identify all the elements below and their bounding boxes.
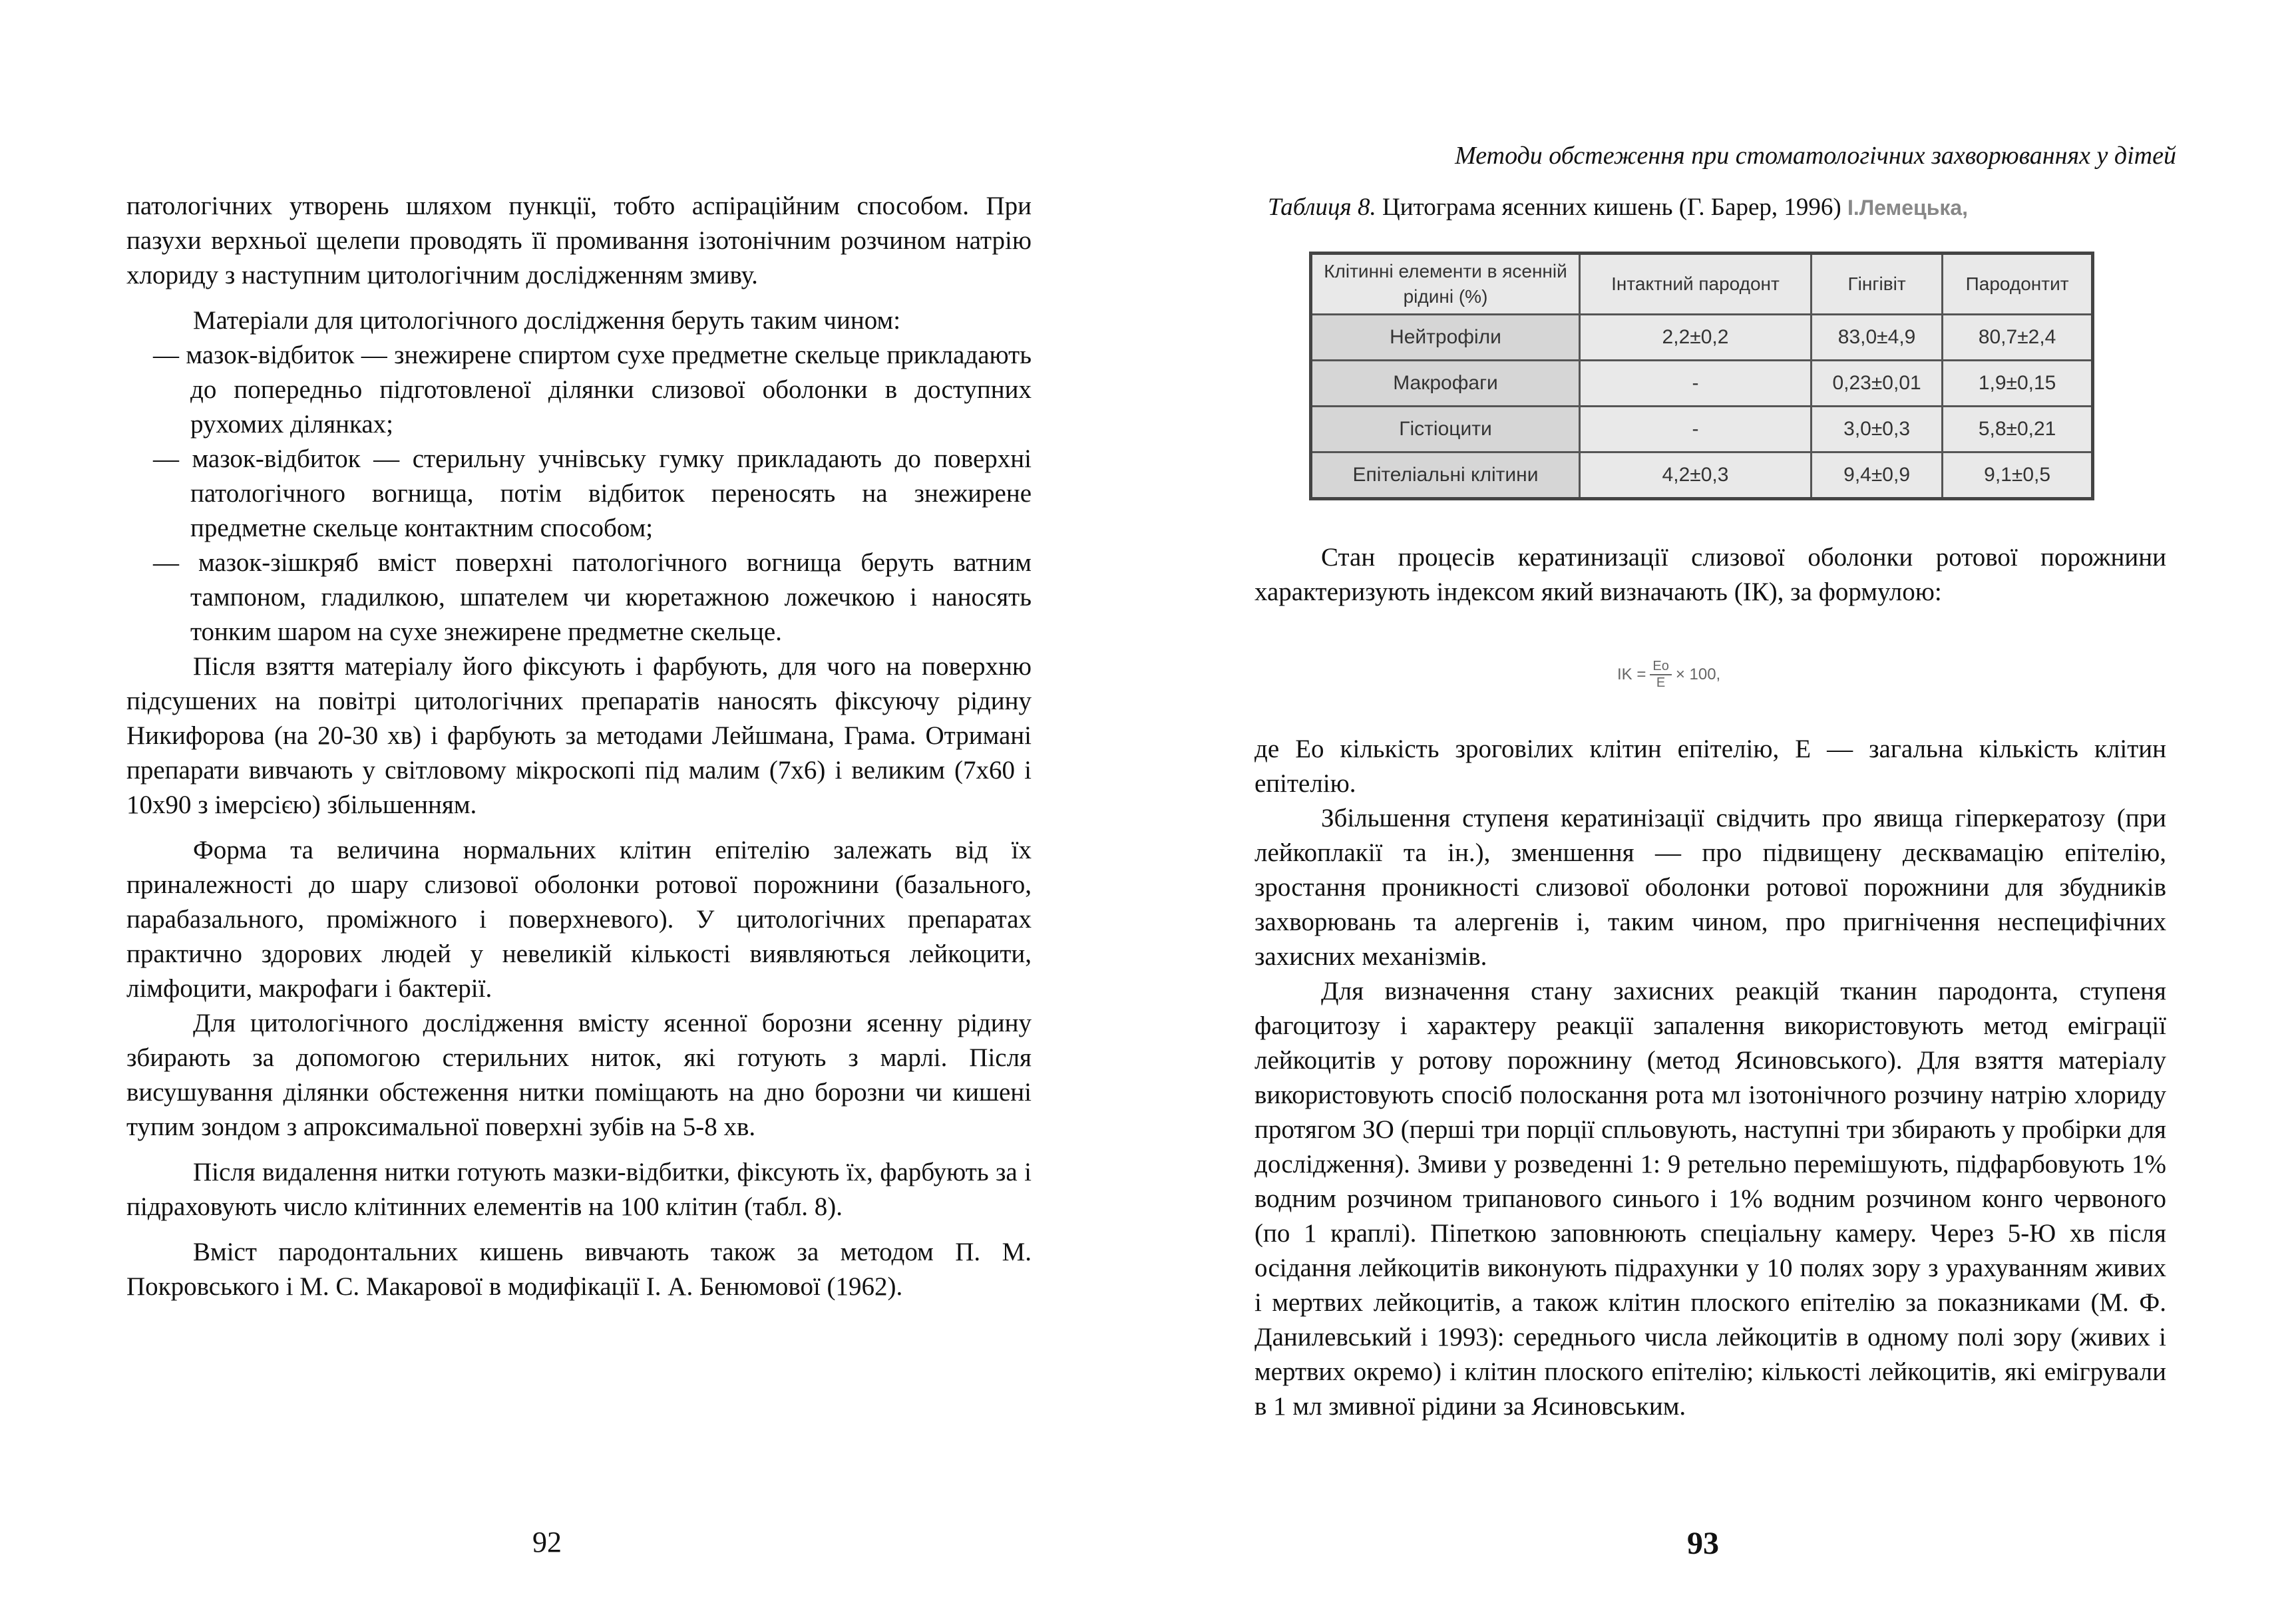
paragraph: Після видалення нитки готують мазки-відбитки, фіксують їх, фарбують за і підраховують число клітинних елементів на 100 клітин (табл. 8). [126,1158,1032,1221]
table-cell: Нейтрофіли [1311,315,1580,361]
right-page [1148,0,2296,1597]
paragraph: де Ео кількість зроговілих клітин епітелію, Е — загальна кількість клітин епітелію. [1254,735,2166,798]
table-cell: Гістіоцити [1311,407,1580,452]
table-cell: 2,2±0,2 [1580,315,1812,361]
table-cell: - [1580,407,1812,452]
formula-numerator: Eo [1650,659,1671,675]
table-cell: Макрофаги [1311,361,1580,407]
table-row [1311,407,2093,452]
page-number: 92 [532,1526,562,1558]
table-cell: 9,4±0,9 [1811,452,1942,499]
table-cell: 83,0±4,9 [1811,315,1942,361]
table-cell: 3,0±0,3 [1811,407,1942,452]
table-cell: 0,23±0,01 [1811,361,1942,407]
paragraph: Стан процесів кератинизації слизової оболонки ротової порожнини характеризують індексом який визначають (ІК), за формулою: [1254,543,2166,606]
table-header-cell: Гінгівіт [1811,254,1942,315]
formula-fraction [1650,659,1671,691]
running-header: Методи обстеження при стоматологічних захворюваннях у дітей [1455,142,2176,170]
ik-formula [1617,659,1720,691]
table-header-cell: Інтактний пародонт [1580,254,1812,315]
paragraph: Вміст пародонтальних кишень вивчають також за методом П. М. Покровського і М. С. Макарової в модифікації І. А. Бенюмової (1962). [126,1238,1032,1301]
table-cell: 4,2±0,3 [1580,452,1812,499]
paragraph: Після взяття матеріалу його фіксують і фарбують, для чого на поверхню підсушених на повітрі цитологічних препаратів наносять фіксуючу рідину Никифорова (на 20-30 хв) і фарбують за методами Лейшмана, Грама. Отримані препарати вивчають у світловому мікроскопі під малим (7х6) і великим (7х60 і 10х90 з імерсією) збільшенням. [126,652,1032,819]
formula-lhs: IK = [1617,665,1646,683]
right-text-column [1254,732,2166,1424]
paragraph: патологічних утворень шляхом пункції, тобто аспіраційним способом. При пазухи верхньої щелепи проводять її промивання ізотонічним розчином натрію хлориду з наступним цитологічним дослідженням змиву. [126,192,1032,289]
left-text-column [126,189,1032,1304]
cytogram-table [1309,252,2094,500]
table-caption [1268,193,1968,222]
formula-rhs: × 100, [1675,665,1721,683]
list-item: — мазок-відбиток — стерильну учнівську гумку прикладають до поверхні патологічного вогнища, потім відбиток переносять на знежирене предметне скельце контактним способом; [153,444,1032,542]
table-cell: 9,1±0,5 [1943,452,2093,499]
table-caption-label: Таблиця 8. [1268,194,1376,221]
paragraph: Для визначення стану захисних реакцій тканин пародонта, ступеня фагоцитозу і характеру реакції запалення використовують метод еміграції лейкоцитів у ротову порожнину (метод Ясиновського). Для взяття матеріалу використовують спосіб полоскання рота мл ізотонічного розчину натрію хлориду протягом ЗО (перші три порції спльовують, наступні три збирають у пробірки для дослідження). Змиви у розведенні 1: 9 ретельно перемішують, підфарбовують 1% водним розчином трипанового синього і 1% водним розчином конго червоного (по 1 краплі). Піпеткою заповнюють спеціальну камеру. Через 5-Ю хв після осідання лейкоцитів виконують підрахунки у 10 полях зору з урахуванням живих і мертвих лейкоцитів, а також клітин плоского епітелію за показниками (М. Ф. Данилевський і 1993): середнього числа лейкоцитів в одному полі зору (живих і мертвих окремо) і клітин плоского епітелію; кількості лейкоцитів, які емігрували в 1 мл змивної рідини за Ясиновським. [1254,977,2166,1421]
table-row [1311,452,2093,499]
table-cell: 1,9±0,15 [1943,361,2093,407]
table-cell: 5,8±0,21 [1943,407,2093,452]
paragraph: Збільшення ступеня кератинізації свідчить про явища гіперкератозу (при лейкоплакії та ін.), зменшення — про підвищену десквамацію епітелію, зростання проникності слизової оболонки ротової порожнини для збудників захворювань та алергенів і, таким чином, про пригнічення неспецифічних захисних механізмів. [1254,804,2166,971]
paragraph: Форма та величина нормальних клітин епітелію залежать від їх приналежності до шару слизової оболонки ротової порожнини (базального, парабазального, проміжного і поверхневого). У цитологічних препаратах практично здорових людей у невеликій кількості виявляються лейкоцити, лімфоцити, макрофаги і бактерії. [126,836,1032,1003]
formula-denominator: E [1656,675,1666,690]
table-row [1311,361,2093,407]
table-row [1311,315,2093,361]
list-item: — мазок-зішкряб вміст поверхні патологічного вогнища беруть ватним тампоном, гладилкою, шпателем чи кюретажною ложечкою і наносять тонким шаром на сухе знежирене предметне скельце. [153,548,1032,646]
paragraph: Для цитологічного дослідження вмісту ясенної борозни ясенну рідину збирають за допомогою стерильних ниток, які готують з марлі. Після висушування ділянки обстеження нитки поміщають на дно борозни чи кишені тупим зондом з апроксимальної поверхні зубів на 5-8 хв. [126,1009,1032,1141]
table-cell: 80,7±2,4 [1943,315,2093,361]
table-caption-text: Цитограма ясенних кишень (Г. Барер, 1996) [1382,194,1841,221]
page-number: 93 [1687,1526,1719,1561]
list-item: — мазок-відбиток — знежирене спиртом сухе предметне скельце прикладають до попередньо підготовленої ділянки слизової оболонки в доступних рухомих ділянках; [153,341,1032,439]
right-text-upper [1254,540,2166,610]
table-cell: Епітеліальні клітини [1311,452,1580,499]
table-header-cell: Клітинні елементи в ясенній рідині (%) [1311,254,1580,315]
table-header-cell: Пародонтит [1943,254,2093,315]
paragraph: Матеріали для цитологічного дослідження беруть таким чином: [193,306,901,335]
table-header-row [1311,254,2093,315]
table-caption-ghost: І.Лемецька, [1847,196,1969,220]
table-cell: - [1580,361,1812,407]
